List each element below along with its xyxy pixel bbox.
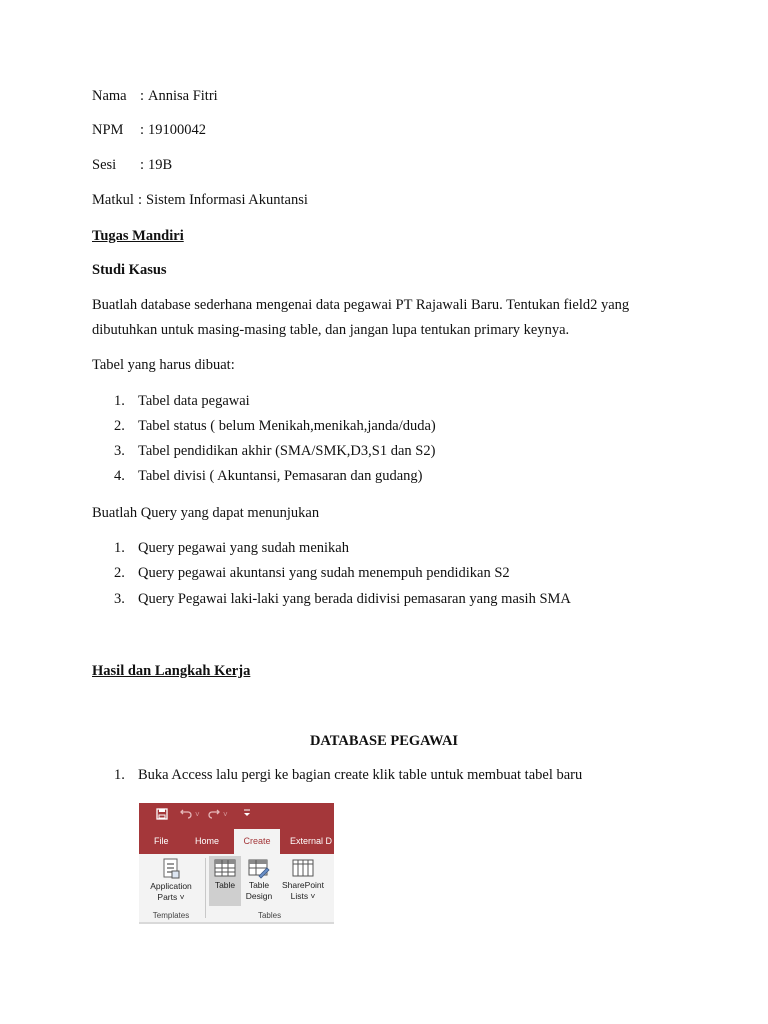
query-intro: Buatlah Query yang dapat menunjukan [92,505,320,521]
list-number: 2. [114,565,125,581]
list-item [114,591,571,608]
button-label: Table [248,880,270,890]
list-number: 2. [114,418,125,434]
list-number: 4. [114,468,125,484]
list-text: Tabel pendidikan akhir (SMA/SMK,D3,S1 dan S2) [138,443,436,459]
application-parts-icon [141,857,201,881]
info-label: Matkul [92,192,134,208]
table-icon [209,856,241,880]
tab-create[interactable]: Create [234,829,280,854]
chevron-down-icon: ˅ [195,810,200,819]
button-label: Application [150,881,192,891]
info-separator: : [140,88,145,104]
sharepoint-lists-icon [275,856,331,880]
tab-file[interactable]: File [154,836,169,846]
chevron-down-icon: ˅ [223,810,228,819]
heading-studi-kasus: Studi Kasus [92,262,167,278]
info-separator: : [140,122,145,138]
list-item [114,393,250,410]
list-number: 3. [114,591,125,607]
ribbon-group-templates [139,854,203,922]
redo-icon [207,808,221,824]
paragraph-line: Buatlah database sederhana mengenai data pegawai PT Rajawali Baru. Tentukan field2 yang [92,297,630,313]
button-label: Design [245,891,273,901]
heading-hasil: Hasil dan Langkah Kerja [92,663,251,679]
list-text: Tabel status ( belum Menikah,menikah,janda/duda) [138,418,436,434]
button-label: Lists ˅ [290,891,316,901]
application-parts-button[interactable] [141,857,201,907]
step-item [114,767,582,784]
info-label: NPM [92,122,124,138]
list-text: Query pegawai akuntansi yang sudah menempuh pendidikan S2 [138,565,510,581]
tab-home[interactable]: Home [195,836,220,846]
heading-tugas-mandiri: Tugas Mandiri [92,228,184,244]
list-text: Buka Access lalu pergi ke bagian create klik table untuk membuat tabel baru [138,767,583,783]
ribbon-tabs [139,829,334,854]
list-text: Query pegawai yang sudah menikah [138,540,349,556]
info-row-nama [92,88,218,105]
list-text: Tabel data pegawai [138,393,250,409]
info-row-sesi [92,157,172,174]
button-label: Table [214,880,236,890]
save-icon [156,808,168,824]
group-label: Tables [257,911,282,920]
list-number: 1. [114,767,125,783]
info-row-npm [92,122,206,139]
list-item [114,443,435,460]
tab-external-data[interactable]: External D [290,836,333,846]
info-value: Sistem Informasi Akuntansi [146,192,308,208]
list-text: Query Pegawai laki-laki yang berada didivisi pemasaran yang masih SMA [138,591,571,607]
group-label: Templates [152,911,190,920]
ribbon-group-tables [207,854,332,922]
quick-access-toolbar [139,803,334,829]
ribbon-divider [205,858,206,918]
info-row-matkul [92,192,308,209]
list-number: 1. [114,393,125,409]
button-label: Parts ˅ [157,892,185,902]
info-separator: : [140,157,145,173]
tabel-intro: Tabel yang harus dibuat: [92,357,235,373]
button-label: SharePoint [281,880,325,890]
info-value: 19B [148,157,173,173]
section-title: DATABASE PEGAWAI [309,733,459,749]
paragraph-line: dibutuhkan untuk masing-masing table, dan jangan lupa tentukan primary keynya. [92,322,570,338]
info-value: Annisa Fitri [148,88,218,104]
undo-icon [179,808,193,824]
list-text: Tabel divisi ( Akuntansi, Pemasaran dan gudang) [138,468,423,484]
list-number: 3. [114,443,125,459]
list-item [114,418,436,435]
sharepoint-lists-button[interactable] [275,856,331,906]
info-value: 19100042 [148,122,206,138]
table-design-icon [243,856,275,880]
table-button[interactable] [209,856,241,906]
list-item [114,468,423,485]
list-number: 1. [114,540,125,556]
customize-icon[interactable] [243,808,251,822]
access-ribbon-screenshot [139,803,334,924]
table-design-button[interactable] [243,856,275,906]
list-item [114,540,349,557]
info-separator: : [138,192,143,208]
info-label: Nama [92,88,127,104]
list-item [114,565,510,582]
info-label: Sesi [92,157,117,173]
